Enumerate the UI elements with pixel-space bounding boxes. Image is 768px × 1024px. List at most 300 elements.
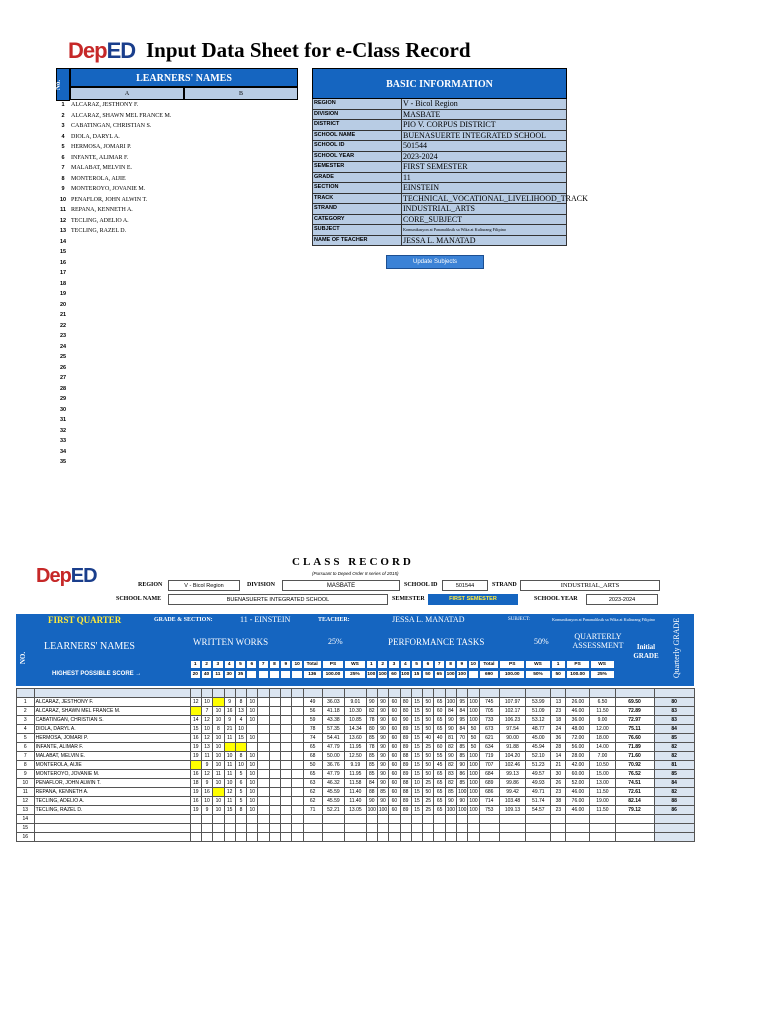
performance-task-score[interactable]: 15 [411, 734, 422, 743]
written-work-score[interactable]: 10 [213, 806, 224, 815]
quarterly-assessment-score[interactable]: 23 [551, 806, 566, 815]
performance-task-score[interactable] [445, 815, 456, 824]
written-work-score[interactable]: 4 [235, 716, 246, 725]
written-work-score[interactable]: 10 [201, 797, 212, 806]
written-work-score[interactable] [292, 761, 303, 770]
written-work-score[interactable] [269, 698, 280, 707]
written-work-score[interactable] [190, 815, 201, 824]
written-work-score[interactable]: 8 [213, 725, 224, 734]
learner-name[interactable]: MONTEROYO, JOVANIE M. [71, 186, 146, 192]
written-work-score[interactable] [292, 770, 303, 779]
performance-task-score[interactable]: 60 [389, 797, 400, 806]
written-work-score[interactable] [258, 725, 269, 734]
performance-task-score[interactable]: 50 [423, 725, 434, 734]
written-work-score[interactable] [281, 770, 292, 779]
performance-task-score[interactable]: 60 [389, 752, 400, 761]
written-work-score[interactable] [247, 743, 258, 752]
written-work-score[interactable] [213, 698, 224, 707]
performance-task-score[interactable]: 84 [457, 725, 468, 734]
quarterly-assessment-score[interactable] [551, 815, 566, 824]
written-work-score[interactable] [269, 716, 280, 725]
performance-task-score[interactable]: 100 [469, 807, 478, 813]
performance-task-score[interactable] [468, 833, 479, 842]
performance-task-score[interactable]: 60 [389, 770, 400, 779]
performance-task-score[interactable]: 100 [469, 798, 478, 804]
written-work-score[interactable] [258, 752, 269, 761]
performance-task-score[interactable]: 90 [377, 725, 388, 734]
performance-task-score[interactable]: 50 [468, 743, 479, 752]
written-work-score[interactable] [281, 761, 292, 770]
basic-info-value[interactable]: BUENASUERTE INTEGRATED SCHOOL [402, 131, 567, 142]
performance-task-score[interactable]: 60 [389, 788, 400, 797]
written-work-score[interactable] [269, 761, 280, 770]
performance-task-score[interactable] [468, 824, 479, 833]
performance-task-score[interactable]: 65 [434, 788, 445, 797]
performance-task-score[interactable]: 78 [366, 716, 377, 725]
performance-task-score[interactable]: 90 [377, 770, 388, 779]
performance-task-score[interactable]: 89 [400, 806, 411, 815]
performance-task-score[interactable] [445, 824, 456, 833]
written-work-score[interactable]: 11 [224, 734, 235, 743]
performance-task-score[interactable]: 50 [423, 707, 434, 716]
written-work-score[interactable] [235, 833, 246, 842]
basic-info-value[interactable]: CORE_SUBJECT [402, 215, 567, 226]
performance-task-score[interactable] [377, 815, 388, 824]
performance-task-score[interactable] [377, 824, 388, 833]
written-work-score[interactable] [269, 743, 280, 752]
performance-task-score[interactable] [389, 815, 400, 824]
performance-task-score[interactable]: 100 [469, 708, 478, 714]
written-work-score[interactable] [269, 824, 280, 833]
quarterly-assessment-score[interactable]: 30 [551, 770, 566, 779]
quarterly-assessment-score[interactable]: 23 [551, 707, 566, 716]
written-work-score[interactable] [281, 734, 292, 743]
performance-task-score[interactable]: 90 [377, 707, 388, 716]
written-work-score[interactable]: 12 [201, 716, 212, 725]
performance-task-score[interactable]: 60 [389, 725, 400, 734]
written-work-score[interactable] [213, 815, 224, 824]
written-work-score[interactable] [269, 833, 280, 842]
written-work-score[interactable] [292, 716, 303, 725]
performance-task-score[interactable]: 82 [445, 761, 456, 770]
performance-task-score[interactable]: 60 [434, 743, 445, 752]
performance-task-score[interactable]: 85 [445, 788, 456, 797]
performance-task-score[interactable]: 80 [400, 698, 411, 707]
quarterly-assessment-score[interactable]: 36 [551, 734, 566, 743]
performance-task-score[interactable]: 86 [457, 770, 468, 779]
written-work-score[interactable]: 10 [213, 734, 224, 743]
written-work-score[interactable]: 10 [213, 707, 224, 716]
performance-task-score[interactable]: 100 [446, 699, 456, 705]
performance-task-score[interactable]: 100 [378, 807, 388, 813]
written-work-score[interactable]: 15 [190, 725, 201, 734]
learner-name[interactable]: TECLING, RAZEL D. [71, 228, 127, 234]
written-work-score[interactable]: 19 [190, 788, 201, 797]
written-work-score[interactable]: 12 [201, 770, 212, 779]
performance-task-score[interactable]: 15 [411, 788, 422, 797]
performance-task-score[interactable]: 60 [389, 734, 400, 743]
quarterly-assessment-score[interactable]: 28 [551, 743, 566, 752]
written-work-score[interactable] [224, 833, 235, 842]
written-work-score[interactable]: 12 [224, 788, 235, 797]
written-work-score[interactable] [292, 743, 303, 752]
learner-name[interactable]: TECLING, ADELIO A. [71, 217, 129, 224]
performance-task-score[interactable]: 40 [423, 734, 434, 743]
written-work-score[interactable]: 10 [247, 716, 258, 725]
written-work-score[interactable] [258, 824, 269, 833]
performance-task-score[interactable]: 25 [423, 797, 434, 806]
performance-task-score[interactable] [389, 824, 400, 833]
performance-task-score[interactable] [434, 833, 445, 842]
written-work-score[interactable]: 19 [190, 806, 201, 815]
performance-task-score[interactable]: 65 [434, 725, 445, 734]
written-work-score[interactable] [213, 788, 224, 797]
written-work-score[interactable]: 12 [201, 734, 212, 743]
performance-task-score[interactable] [389, 833, 400, 842]
performance-task-score[interactable]: 80 [400, 707, 411, 716]
performance-task-score[interactable]: 60 [389, 806, 400, 815]
performance-task-score[interactable]: 88 [400, 788, 411, 797]
performance-task-score[interactable]: 50 [423, 698, 434, 707]
written-work-score[interactable]: 10 [247, 806, 258, 815]
written-work-score[interactable] [281, 806, 292, 815]
written-work-score[interactable]: 9 [224, 698, 235, 707]
performance-task-score[interactable]: 90 [377, 698, 388, 707]
performance-task-score[interactable] [423, 833, 434, 842]
performance-task-score[interactable]: 89 [400, 770, 411, 779]
performance-task-score[interactable]: 25 [423, 806, 434, 815]
basic-info-value[interactable]: TECHNICAL_VOCATIONAL_LIVELIHOOD_TRACK [403, 193, 588, 203]
performance-task-score[interactable]: 100 [446, 807, 456, 813]
written-work-score[interactable]: 15 [235, 734, 246, 743]
performance-task-score[interactable]: 65 [434, 806, 445, 815]
written-work-score[interactable]: 10 [247, 707, 258, 716]
basic-info-value[interactable]: 2023-2024 [402, 152, 567, 163]
performance-task-score[interactable] [434, 815, 445, 824]
performance-task-score[interactable]: 80 [366, 725, 377, 734]
performance-task-score[interactable]: 65 [434, 779, 445, 788]
written-work-score[interactable] [269, 734, 280, 743]
performance-task-score[interactable]: 90 [445, 716, 456, 725]
basic-info-value[interactable]: JESSA L. MANATAD [402, 236, 567, 247]
written-work-score[interactable]: 7 [201, 707, 212, 716]
written-work-score[interactable]: 5 [235, 788, 246, 797]
basic-info-value[interactable]: Komunikasyon at Pananaliksik sa Wika at Kulturang Filipino [402, 225, 567, 236]
performance-task-score[interactable]: 78 [366, 743, 377, 752]
written-work-score[interactable]: 11 [224, 797, 235, 806]
performance-task-score[interactable] [366, 815, 377, 824]
written-work-score[interactable]: 5 [235, 797, 246, 806]
written-work-score[interactable] [201, 815, 212, 824]
written-work-score[interactable]: 9 [201, 761, 212, 770]
performance-task-score[interactable]: 88 [366, 788, 377, 797]
written-work-score[interactable] [292, 806, 303, 815]
written-work-score[interactable] [281, 797, 292, 806]
written-work-score[interactable]: 10 [213, 752, 224, 761]
written-work-score[interactable] [292, 779, 303, 788]
performance-task-score[interactable]: 85 [366, 752, 377, 761]
written-work-score[interactable]: 21 [224, 725, 235, 734]
written-work-score[interactable] [258, 734, 269, 743]
performance-task-score[interactable]: 60 [389, 707, 400, 716]
performance-task-score[interactable]: 90 [377, 761, 388, 770]
written-work-score[interactable] [235, 743, 246, 752]
written-work-score[interactable] [292, 725, 303, 734]
quarterly-assessment-score[interactable]: 26 [551, 779, 566, 788]
performance-task-score[interactable]: 45 [434, 761, 445, 770]
performance-task-score[interactable]: 10 [411, 779, 422, 788]
performance-task-score[interactable] [411, 824, 422, 833]
written-work-score[interactable]: 9 [201, 779, 212, 788]
written-work-score[interactable] [281, 779, 292, 788]
written-work-score[interactable]: 16 [190, 734, 201, 743]
performance-task-score[interactable] [400, 815, 411, 824]
performance-task-score[interactable]: 60 [434, 707, 445, 716]
written-work-score[interactable] [281, 752, 292, 761]
written-work-score[interactable] [258, 761, 269, 770]
written-work-score[interactable] [213, 833, 224, 842]
performance-task-score[interactable]: 90 [445, 752, 456, 761]
written-work-score[interactable] [292, 824, 303, 833]
written-work-score[interactable]: 16 [190, 770, 201, 779]
written-work-score[interactable] [292, 788, 303, 797]
written-work-score[interactable] [190, 707, 201, 716]
basic-info-value[interactable]: 501544 [402, 141, 567, 152]
written-work-score[interactable] [269, 707, 280, 716]
written-work-score[interactable] [258, 698, 269, 707]
learner-name[interactable]: REPANA, KENNETH A. [71, 207, 133, 213]
performance-task-score[interactable]: 85 [366, 770, 377, 779]
performance-task-score[interactable]: 15 [411, 806, 422, 815]
written-work-score[interactable]: 9 [201, 806, 212, 815]
written-work-score[interactable] [269, 779, 280, 788]
written-work-score[interactable]: 10 [247, 752, 258, 761]
written-work-score[interactable]: 8 [235, 806, 246, 815]
written-work-score[interactable]: 10 [247, 734, 258, 743]
performance-task-score[interactable]: 83 [445, 770, 456, 779]
written-work-score[interactable]: 10 [247, 797, 258, 806]
performance-task-score[interactable]: 85 [457, 752, 468, 761]
performance-task-score[interactable]: 90 [400, 716, 411, 725]
performance-task-score[interactable]: 100 [469, 771, 478, 777]
performance-task-score[interactable]: 60 [389, 779, 400, 788]
performance-task-score[interactable]: 50 [423, 716, 434, 725]
written-work-score[interactable]: 10 [213, 716, 224, 725]
performance-task-score[interactable]: 88 [400, 752, 411, 761]
written-work-score[interactable] [190, 761, 201, 770]
written-work-score[interactable]: 16 [201, 788, 212, 797]
written-work-score[interactable]: 9 [224, 716, 235, 725]
performance-task-score[interactable]: 82 [445, 779, 456, 788]
performance-task-score[interactable] [366, 833, 377, 842]
written-work-score[interactable]: 10 [213, 779, 224, 788]
written-work-score[interactable]: 10 [235, 725, 246, 734]
written-work-score[interactable] [281, 707, 292, 716]
performance-task-score[interactable]: 81 [445, 734, 456, 743]
basic-info-value[interactable]: INDUSTRIAL_ARTS [402, 204, 567, 215]
performance-task-score[interactable]: 89 [400, 797, 411, 806]
performance-task-score[interactable] [423, 815, 434, 824]
written-work-score[interactable] [292, 833, 303, 842]
learner-name[interactable]: ALCARAZ, SHAWN MEL FRANCE M. [71, 112, 172, 119]
performance-task-score[interactable] [400, 833, 411, 842]
written-work-score[interactable]: 10 [247, 779, 258, 788]
performance-task-score[interactable]: 60 [389, 761, 400, 770]
written-work-score[interactable]: 10 [247, 770, 258, 779]
performance-task-score[interactable]: 50 [423, 788, 434, 797]
performance-task-score[interactable]: 60 [389, 743, 400, 752]
written-work-score[interactable]: 10 [247, 788, 258, 797]
written-work-score[interactable] [258, 788, 269, 797]
written-work-score[interactable]: 11 [224, 761, 235, 770]
written-work-score[interactable] [281, 698, 292, 707]
written-work-score[interactable]: 10 [247, 698, 258, 707]
performance-task-score[interactable]: 65 [434, 698, 445, 707]
written-work-score[interactable] [281, 815, 292, 824]
performance-task-score[interactable]: 100 [367, 807, 376, 813]
written-work-score[interactable] [292, 698, 303, 707]
written-work-score[interactable]: 8 [235, 752, 246, 761]
performance-task-score[interactable]: 90 [377, 734, 388, 743]
performance-task-score[interactable]: 15 [411, 743, 422, 752]
written-work-score[interactable] [190, 824, 201, 833]
written-work-score[interactable] [201, 824, 212, 833]
written-work-score[interactable]: 10 [247, 761, 258, 770]
written-work-score[interactable]: 8 [235, 698, 246, 707]
performance-task-score[interactable] [366, 824, 377, 833]
performance-task-score[interactable] [377, 833, 388, 842]
performance-task-score[interactable]: 50 [423, 770, 434, 779]
quarterly-assessment-score[interactable]: 24 [551, 725, 566, 734]
performance-task-score[interactable]: 82 [366, 707, 377, 716]
performance-task-score[interactable]: 25 [423, 779, 434, 788]
performance-task-score[interactable]: 100 [458, 807, 467, 813]
written-work-score[interactable] [292, 797, 303, 806]
written-work-score[interactable] [281, 725, 292, 734]
written-work-score[interactable]: 6 [235, 779, 246, 788]
written-work-score[interactable] [269, 788, 280, 797]
learner-name[interactable]: CABATINGAN, CHRISTIAN S. [71, 123, 152, 129]
written-work-score[interactable] [247, 815, 258, 824]
written-work-score[interactable]: 11 [224, 770, 235, 779]
performance-task-score[interactable]: 90 [377, 752, 388, 761]
written-work-score[interactable] [269, 806, 280, 815]
written-work-score[interactable] [224, 824, 235, 833]
written-work-score[interactable] [258, 779, 269, 788]
written-work-score[interactable]: 10 [213, 743, 224, 752]
written-work-score[interactable] [269, 770, 280, 779]
basic-info-value[interactable]: EINSTEIN [402, 183, 567, 194]
performance-task-score[interactable]: 84 [445, 707, 456, 716]
learner-name[interactable]: MALABAT, MELVIN E. [71, 165, 132, 171]
performance-task-score[interactable]: 15 [411, 707, 422, 716]
performance-task-score[interactable]: 89 [400, 761, 411, 770]
performance-task-score[interactable]: 90 [445, 797, 456, 806]
performance-task-score[interactable]: 60 [389, 698, 400, 707]
written-work-score[interactable] [269, 797, 280, 806]
written-work-score[interactable]: 11 [213, 770, 224, 779]
written-work-score[interactable] [224, 815, 235, 824]
performance-task-score[interactable]: 60 [389, 716, 400, 725]
performance-task-score[interactable] [411, 833, 422, 842]
performance-task-score[interactable]: 65 [434, 797, 445, 806]
written-work-score[interactable] [292, 707, 303, 716]
performance-task-score[interactable]: 85 [457, 743, 468, 752]
performance-task-score[interactable]: 25 [423, 743, 434, 752]
written-work-score[interactable] [281, 716, 292, 725]
learner-name[interactable]: HERMOSA, JOMARI P. [71, 144, 132, 150]
performance-task-score[interactable]: 15 [411, 725, 422, 734]
performance-task-score[interactable]: 90 [366, 797, 377, 806]
performance-task-score[interactable]: 15 [411, 797, 422, 806]
written-work-score[interactable]: 10 [213, 761, 224, 770]
written-work-score[interactable]: 18 [190, 779, 201, 788]
performance-task-score[interactable]: 90 [377, 797, 388, 806]
written-work-score[interactable] [258, 743, 269, 752]
performance-task-score[interactable]: 90 [445, 725, 456, 734]
written-work-score[interactable]: 14 [190, 716, 201, 725]
written-work-score[interactable]: 16 [190, 797, 201, 806]
written-work-score[interactable]: 10 [235, 761, 246, 770]
performance-task-score[interactable]: 65 [434, 716, 445, 725]
learner-name[interactable]: DIOLA, DARYL A. [71, 133, 120, 140]
written-work-score[interactable] [235, 815, 246, 824]
written-work-score[interactable] [247, 725, 258, 734]
written-work-score[interactable]: 5 [235, 770, 246, 779]
written-work-score[interactable] [258, 806, 269, 815]
performance-task-score[interactable] [400, 824, 411, 833]
performance-task-score[interactable]: 90 [377, 743, 388, 752]
written-work-score[interactable]: 12 [190, 698, 201, 707]
written-work-score[interactable] [292, 815, 303, 824]
written-work-score[interactable] [258, 815, 269, 824]
performance-task-score[interactable]: 89 [400, 734, 411, 743]
quarterly-assessment-score[interactable]: 18 [551, 716, 566, 725]
performance-task-score[interactable]: 50 [423, 752, 434, 761]
written-work-score[interactable] [247, 833, 258, 842]
performance-task-score[interactable]: 90 [377, 779, 388, 788]
performance-task-score[interactable]: 89 [400, 743, 411, 752]
performance-task-score[interactable] [423, 824, 434, 833]
performance-task-score[interactable]: 55 [434, 752, 445, 761]
written-work-score[interactable] [258, 707, 269, 716]
written-work-score[interactable]: 11 [201, 752, 212, 761]
performance-task-score[interactable]: 84 [457, 707, 468, 716]
performance-task-score[interactable]: 90 [366, 698, 377, 707]
quarterly-assessment-score[interactable]: 21 [551, 761, 566, 770]
performance-task-score[interactable]: 15 [411, 752, 422, 761]
performance-task-score[interactable]: 88 [400, 779, 411, 788]
performance-task-score[interactable] [457, 824, 468, 833]
performance-task-score[interactable]: 85 [366, 734, 377, 743]
learner-name[interactable]: PENAFLOR, JOHN ALWIN T. [71, 196, 148, 203]
written-work-score[interactable] [258, 797, 269, 806]
performance-task-score[interactable] [468, 815, 479, 824]
performance-task-score[interactable]: 100 [458, 789, 467, 795]
performance-task-score[interactable]: 40 [434, 734, 445, 743]
written-work-score[interactable] [258, 770, 269, 779]
written-work-score[interactable] [258, 716, 269, 725]
performance-task-score[interactable]: 95 [457, 716, 468, 725]
written-work-score[interactable]: 13 [235, 707, 246, 716]
written-work-score[interactable] [201, 833, 212, 842]
written-work-score[interactable]: 19 [190, 743, 201, 752]
performance-task-score[interactable]: 85 [366, 761, 377, 770]
written-work-score[interactable] [213, 824, 224, 833]
written-work-score[interactable]: 10 [201, 725, 212, 734]
update-subjects-button[interactable]: Update Subjects [386, 255, 484, 269]
performance-task-score[interactable]: 50 [468, 734, 479, 743]
